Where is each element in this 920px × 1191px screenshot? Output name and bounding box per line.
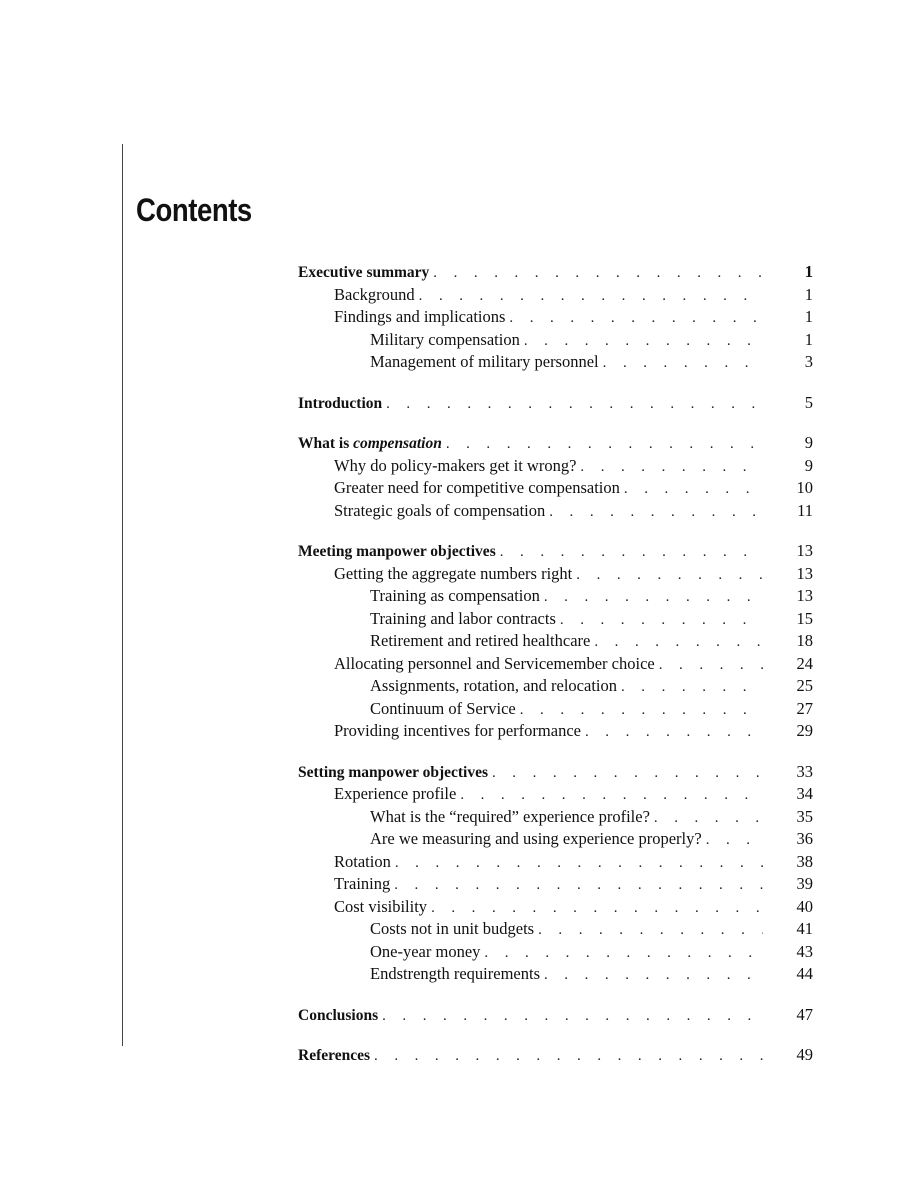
toc-entry-management[interactable]: [298, 351, 813, 374]
margin-rule: [122, 144, 123, 1046]
dot-leader: [382, 1005, 763, 1028]
toc-entry-page: 43: [796, 941, 813, 961]
toc-entry-unit-budgets[interactable]: [298, 918, 813, 941]
toc-entry-label: Experience profile: [334, 784, 457, 803]
toc-entry-aggregate-numbers[interactable]: [298, 563, 813, 586]
table-of-contents: [298, 261, 813, 1067]
toc-entry-label: Training as compensation: [370, 586, 540, 605]
toc-entry-allocating-personnel[interactable]: [298, 653, 813, 676]
toc-entry-label: Training: [334, 874, 391, 893]
toc-entry-greater-need[interactable]: [298, 477, 813, 500]
toc-entry-meeting-objectives[interactable]: [298, 540, 813, 563]
toc-entry-label-prefix: What is: [298, 435, 354, 452]
toc-entry-page: 18: [796, 631, 813, 650]
dot-leader: [419, 285, 763, 308]
dot-leader: [520, 699, 763, 722]
toc-entry-measuring-experience[interactable]: [298, 828, 813, 851]
toc-entry-page: 1: [804, 262, 813, 281]
dot-leader: [395, 852, 763, 875]
toc-entry-label-emphasis: compensation: [353, 435, 442, 452]
toc-entry-page: 41: [796, 919, 813, 938]
toc-entry-page: 38: [796, 851, 813, 871]
toc-entry-label: Continuum of Service: [370, 698, 516, 718]
toc-entry-page: 36: [796, 829, 813, 848]
toc-entry-one-year-money[interactable]: [298, 941, 813, 964]
toc-entry-label: Getting the aggregate numbers right: [334, 563, 573, 583]
dot-leader: [624, 478, 763, 501]
dot-leader: [594, 631, 763, 654]
dot-leader: [484, 942, 763, 965]
toc-entry-introduction[interactable]: [298, 392, 813, 415]
dot-leader: [621, 676, 763, 699]
dot-leader: [576, 564, 763, 587]
toc-entry-label: Training and labor contracts: [370, 608, 556, 628]
dot-leader: [386, 393, 763, 416]
dot-leader: [580, 456, 763, 479]
toc-entry-page: 15: [796, 608, 813, 628]
toc-entry-training[interactable]: [298, 873, 813, 896]
toc-entry-page: 5: [804, 392, 813, 412]
toc-entry-page: 1: [804, 284, 813, 304]
toc-entry-label: Introduction: [298, 394, 383, 412]
dot-leader: [509, 307, 763, 330]
dot-leader: [538, 919, 763, 942]
toc-entry-page: 13: [796, 541, 813, 560]
dot-leader: [394, 874, 763, 897]
toc-entry-label: Allocating personnel and Servicemember choice: [334, 653, 655, 673]
dot-leader: [433, 262, 763, 285]
toc-entry-page: 35: [796, 806, 813, 826]
toc-entry-label: Providing incentives for performance: [334, 721, 581, 740]
toc-entry-page: 40: [796, 896, 813, 916]
dot-leader: [431, 897, 763, 920]
toc-entry-label: Costs not in unit budgets: [370, 919, 535, 938]
toc-entry-label: Cost visibility: [334, 896, 428, 916]
toc-entry-continuum[interactable]: [298, 698, 813, 721]
toc-entry-experience-profile[interactable]: [298, 783, 813, 806]
toc-entry-retirement[interactable]: [298, 630, 813, 653]
dot-leader: [492, 762, 763, 785]
toc-entry-page: 29: [796, 721, 813, 740]
toc-entry-label: Greater need for competitive compensation: [334, 478, 620, 497]
toc-entry-label: Rotation: [334, 851, 391, 871]
toc-entry-endstrength[interactable]: [298, 963, 813, 986]
dot-leader: [544, 964, 763, 987]
toc-entry-page: 9: [804, 455, 813, 475]
toc-entry-page: 47: [796, 1004, 813, 1024]
toc-entry-label: Management of military personnel: [370, 352, 599, 371]
toc-entry-page: 10: [796, 478, 813, 497]
toc-entry-page: 34: [796, 784, 813, 803]
toc-entry-page: 25: [796, 676, 813, 695]
dot-leader: [585, 721, 763, 744]
toc-entry-incentives[interactable]: [298, 720, 813, 743]
toc-entry-label: Are we measuring and using experience properly?: [370, 829, 702, 848]
toc-entry-label: Why do policy-makers get it wrong?: [334, 455, 577, 475]
toc-entry-label: Setting manpower objectives: [298, 763, 488, 781]
toc-entry-label: Retirement and retired healthcare: [370, 631, 591, 650]
toc-entry-label: Findings and implications: [334, 307, 506, 326]
toc-entry-page: 44: [796, 964, 813, 983]
toc-entry-page: 24: [796, 653, 813, 673]
dot-leader: [654, 807, 763, 830]
toc-entry-label: One-year money: [370, 941, 481, 961]
toc-entry-label: Meeting manpower objectives: [298, 543, 496, 560]
toc-entry-label: Executive summary: [298, 264, 430, 281]
toc-entry-label: [298, 433, 442, 456]
toc-entry-label: Conclusions: [298, 1006, 379, 1024]
toc-entry-label: Military compensation: [370, 329, 520, 349]
dot-leader: [446, 433, 763, 456]
toc-entry-page: 3: [804, 352, 813, 371]
toc-entry-cost-visibility[interactable]: [298, 896, 813, 919]
dot-leader: [544, 586, 763, 609]
toc-entry-label: Assignments, rotation, and relocation: [370, 676, 617, 695]
toc-entry-training-labor-contracts[interactable]: [298, 608, 813, 631]
toc-entry-what-is-compensation[interactable]: [298, 432, 813, 455]
toc-entry-page: 27: [796, 698, 813, 718]
toc-entry-background[interactable]: [298, 284, 813, 307]
toc-entry-required-profile[interactable]: [298, 806, 813, 829]
toc-entry-references[interactable]: [298, 1044, 813, 1067]
page-title: Contents: [136, 192, 252, 228]
toc-entry-page: 13: [796, 586, 813, 605]
toc-entry-policy-makers[interactable]: [298, 455, 813, 478]
toc-entry-label: What is the “required” experience profile?: [370, 806, 650, 826]
toc-entry-label: References: [298, 1047, 371, 1064]
toc-entry-page: 1: [804, 307, 813, 326]
dot-leader: [500, 541, 763, 564]
toc-entry-page: 11: [797, 500, 813, 520]
dot-leader: [524, 330, 763, 353]
toc-entry-strategic-goals[interactable]: [298, 500, 813, 523]
toc-entry-rotation[interactable]: [298, 851, 813, 874]
toc-entry-label: Strategic goals of compensation: [334, 500, 546, 520]
toc-entry-findings[interactable]: [298, 306, 813, 329]
toc-entry-page: 13: [796, 563, 813, 583]
dot-leader: [603, 352, 763, 375]
toc-entry-label: Endstrength requirements: [370, 964, 540, 983]
toc-entry-military-compensation[interactable]: [298, 329, 813, 352]
toc-entry-conclusions[interactable]: [298, 1004, 813, 1027]
dot-leader: [460, 784, 763, 807]
toc-entry-page: 49: [796, 1045, 813, 1064]
dot-leader: [374, 1045, 763, 1068]
toc-entry-executive-summary[interactable]: [298, 261, 813, 284]
dot-leader: [560, 609, 763, 632]
toc-entry-page: 9: [804, 433, 813, 452]
dot-leader: [659, 654, 763, 677]
toc-entry-setting-objectives[interactable]: [298, 761, 813, 784]
toc-entry-page: 33: [796, 761, 813, 781]
toc-entry-training-as-compensation[interactable]: [298, 585, 813, 608]
dot-leader: [549, 501, 763, 524]
toc-entry-label: Background: [334, 284, 415, 304]
toc-entry-page: 39: [796, 874, 813, 893]
dot-leader: [706, 829, 763, 852]
toc-entry-assignments[interactable]: [298, 675, 813, 698]
toc-entry-page: 1: [804, 329, 813, 349]
